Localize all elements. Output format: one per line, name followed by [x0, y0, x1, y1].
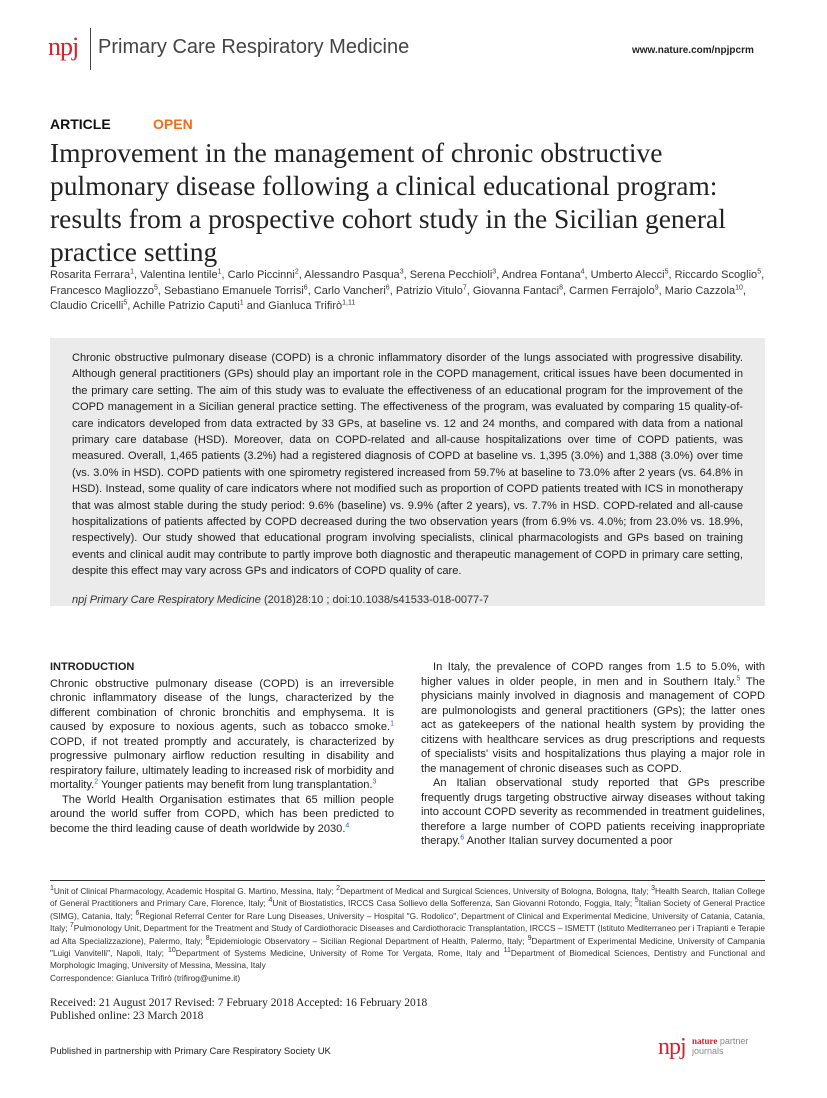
affiliation-number: 7: [69, 922, 74, 930]
correspondence: Correspondence: Gianluca Trifirò (trifirog@unime.it): [50, 972, 241, 983]
author-name: Carlo Vancheri: [313, 284, 386, 297]
affiliation-text: Regional Referral Center for Rare Lung Diseases, University – Hospital "G. Rodolico", Department of Clinical and Experimental Medicine, University of Catania, Catania, Italy;: [50, 910, 766, 934]
author-affiliation: 5: [664, 268, 669, 276]
author-affiliation: 5: [757, 268, 762, 276]
author-affiliation: 1: [130, 268, 134, 276]
npj-logo: npj: [48, 32, 79, 61]
affiliation-text: Italian Society of General Practice (SIMG), Catania, Italy;: [50, 898, 765, 921]
header-divider: [90, 28, 91, 70]
citation-doi[interactable]: (2018)28:10 ; doi:10.1038/s41533-018-0077-7: [260, 593, 490, 606]
abstract-box: [50, 338, 765, 606]
affiliation-number: 1: [50, 885, 54, 893]
published-online: Published online: 23 March 2018: [50, 1010, 204, 1022]
reference-link[interactable]: 5: [736, 674, 741, 682]
author-name: Claudio Cricelli: [50, 300, 124, 312]
author-name: Sebastiano Emanuele Torrisi: [163, 284, 304, 297]
affiliation-text: Department of Systems Medicine, University of Rome Tor Vergata, Rome, Italy and: [175, 948, 504, 959]
author-name: Mario Cazzola: [664, 284, 736, 297]
affiliation-text: Department of Experimental Medicine, University of Campania "Luigi Vanvitelli", Napoli, Italy;: [50, 935, 765, 959]
reference-link[interactable]: 2: [94, 778, 99, 786]
author-affiliation: 3: [492, 268, 497, 276]
affiliation-text: Unit of Biostatistics, IRCCS Casa Sollievo della Sofferenza, San Giovanni Rotondo, Foggia, Italy;: [272, 898, 635, 909]
affiliations: [50, 885, 765, 984]
affiliation-number: 11: [503, 947, 511, 955]
author-name: Patrizio Vitulo: [395, 284, 463, 297]
author-name: Riccardo Scoglio: [674, 269, 758, 281]
author-name: Valentina Ientile: [140, 269, 218, 281]
author-affiliation: 5: [153, 283, 158, 291]
author-name: Alessandro Pasqua: [304, 269, 400, 281]
author-affiliation: 3: [399, 268, 404, 276]
right-column: [421, 660, 765, 849]
article-title: Improvement in the management of chronic obstructive pulmonary disease following a clinical educational program: results from a prospective cohort study in the Sicilian general practice setting: [50, 137, 726, 267]
footnote-rule: [50, 880, 765, 881]
npj-footer-logo: npj: [658, 1034, 686, 1060]
author-joiner: and: [246, 300, 266, 312]
author-list: Rosarita Ferrara$^1$, Valentina Ientile$^1$, Carlo Piccinni$^2$, Alessandro Pasqua$^3$, Serena Pecchioli$^3$, Andrea Fontana$^4$, Umberto Alecci$^5$, Riccardo Scoglio$^5$, Francesco Magliozzo$^5$, Sebastiano Emanuele Torrisi$^6$, Carlo Vancheri$^6$, Patrizio Vitulo$^7$, Giovanna Fantaci$^8$, Carmen Ferrajolo$^9$, Mario Cazzola$^{10}$, Claudio Cricelli$^5$, Achille Patrizio Caputi$^1$ and Gianluca Trifirò$^{1,11}$: [50, 268, 765, 312]
author-affiliation: 6: [385, 283, 390, 291]
publication-dates: [50, 997, 427, 1023]
author-affiliation: 2: [294, 268, 299, 276]
author-name: Andrea Fontana: [501, 269, 581, 281]
author-affiliation: 5: [123, 299, 128, 307]
author-affiliation: 1: [239, 299, 244, 307]
reference-link[interactable]: 1: [390, 720, 394, 728]
received-revised-accepted: Received: 21 August 2017 Revised: 7 February 2018 Accepted: 16 February 2018: [50, 997, 428, 1009]
text-segment: The physicians mainly involved in diagnosis and management of COPD are pulmonologists and general practitioners (GPs); the latter ones act as gatekeepers of the national health system by providing the citizens with healthcare services as drug prescriptions and requests of specialists' visits and hospitalizations thus playing a major role in the management of chronic diseases such as COPD.: [421, 675, 765, 775]
paragraph: [50, 793, 394, 837]
affiliation-number: 5: [634, 897, 639, 905]
paragraph: [421, 660, 765, 776]
text-segment: Younger patients may benefit from lung transplantation.: [98, 779, 373, 791]
author-name: Giovanna Fantaci: [472, 284, 560, 297]
reference-link[interactable]: 6: [460, 834, 465, 842]
text-segment: An Italian observational study reported that GPs prescribe frequently drugs targeting obstructive airway diseases without taking into account COPD severity as recommended in treatment guidelines, therefore a large number of COPD patients receiving inappropriate therapy.: [421, 777, 765, 847]
text-segment: The World Health Organisation estimates that 65 million people around the world suffer from COPD, which has been predicted to become the third leading cause of death worldwide by 2030.: [50, 793, 394, 835]
affiliation-number: 6: [135, 910, 140, 918]
author-affiliation: 1: [217, 268, 222, 276]
affiliation-text: Department of Biomedical Sciences, Dentistry and Functional and Morphologic Imaging, University of Messina, Messina, Italy: [50, 948, 766, 971]
affiliation-number: 2: [336, 885, 341, 893]
author-affiliation: 8: [559, 283, 564, 291]
text-segment: In Italy, the prevalence of COPD ranges from 1.5 to 5.0%, with higher values in older people, in men and in Southern Italy.: [421, 661, 765, 688]
affiliation-number: 3: [651, 885, 656, 893]
section-heading-introduction: INTRODUCTION: [50, 661, 135, 673]
journal-url[interactable]: www.nature.com/npjpcrm: [632, 45, 754, 56]
author-affiliation: 6: [303, 283, 308, 291]
author-name: Rosarita Ferrara: [50, 269, 131, 281]
affiliation-text: Pulmonology Unit, Department for the Treatment and Study of Cardiothoracic Diseases and Cardiothoracic Transplantation, IRCCS – ISMETT (Istituto Mediterraneo per i Trapianti e Terapie ad Alta Specializzazione), Palermo, Italy;: [50, 923, 766, 946]
reference-link[interactable]: 3: [372, 778, 377, 786]
author-name: Serena Pecchioli: [409, 269, 493, 281]
author-affiliation: 7: [462, 283, 467, 291]
citation: [72, 594, 743, 606]
affiliation-number: 9: [527, 934, 532, 942]
author-affiliation: 10: [735, 283, 743, 291]
affiliation-number: 4: [268, 897, 273, 905]
abstract-text: Chronic obstructive pulmonary disease (COPD) is a chronic inflammatory disorder of the lungs associated with progressive disability. Although general practitioners (GPs) should play an important role in the COPD management, critical issues have been documented in the primary care setting. The aim of this study was to evaluate the effectiveness of an educational program for the improvement of the COPD management in a Sicilian general practice setting. The effectiveness of the program, was evaluated by comparing 15 quality-of-care indicators developed from data extracted by 33 GPs, at baseline vs. 12 and 24 months, and compared with data from a national primary care database (HSD). Moreover, data on COPD-related and all-cause hospitalizations over time of COPD patients, was measured. Overall, 1,465 patients (3.2%) had a registered diagnosis of COPD at baseline vs. 1,395 (3.0%) and 1,388 (3.0%) over time (vs. 3.0% in HSD). COPD patients with one spirometry registered increased from 59.7% at baseline to 73.0% after 2 years (vs. 64.8% in HSD). Instead, some quality of care indicators where not modified such as proportion of COPD patients treated with ICS in monotherapy that was almost stable during the study period: 9.6% (baseline) vs. 9.9% (after 2 years), vs. 7.7% in HSD. COPD-related and all-cause hospitalizations of patients affected by COPD decreased during the two observation years (from 6.9% vs. 4.0%; from 23.0% vs. 18.9%, respectively). Our study showed that educational program involving specialists, clinical pharmacologists and GPs based on training events and clinical audit may contribute to partly improve both diagnostic and therapeutic management of COPD in primary care setting, despite this effect may vary across GPs and indicators of COPD quality of care.: [72, 352, 743, 578]
author-affiliation: 4: [580, 268, 585, 276]
author-name: Carlo Piccinni: [227, 269, 295, 281]
affiliation-text: Department of Medical and Surgical Sciences, University of Bologna, Bologna, Italy;: [340, 886, 652, 896]
author-name: Francesco Magliozzo: [50, 284, 154, 297]
author-affiliation: 1,11: [342, 299, 356, 307]
text-segment: COPD, if not treated promptly and accurately, is characterized by progressive pulmonary airflow reduction resulting in disability and respiratory failure, ultimately leading to increased risk of morbidity and mortality.: [50, 735, 394, 791]
text-segment: Chronic obstructive pulmonary disease (COPD) is an irreversible chronic inflammatory disease of the lungs, characterized by the different combination of chronic bronchitis and emphysema. It is caused by exposure to noxious agents, such as tobacco smoke.: [50, 677, 394, 733]
article-type: ARTICLE: [50, 116, 111, 132]
left-column: [50, 660, 394, 836]
affiliation-text: Unit of Clinical Pharmacology, Academic Hospital G. Martino, Messina, Italy;: [53, 886, 337, 896]
text-segment: Another Italian survey documented a poor: [464, 835, 673, 847]
author-name: Gianluca Trifirò: [268, 300, 343, 312]
author-name: Umberto Alecci: [590, 269, 665, 281]
partnership-note: Published in partnership with Primary Care Respiratory Society UK: [50, 1046, 331, 1057]
reference-link[interactable]: 4: [345, 821, 350, 829]
author-name: Achille Patrizio Caputi: [132, 300, 240, 312]
affiliation-number: 8: [205, 934, 210, 942]
affiliation-number: 10: [168, 947, 176, 955]
journal-name: Primary Care Respiratory Medicine: [98, 36, 410, 58]
paragraph: [421, 776, 765, 849]
author-affiliation: 9: [654, 283, 659, 291]
nature-partner-journals-logo: nature partner journals: [692, 1036, 749, 1056]
citation-journal: npj Primary Care Respiratory Medicine: [72, 593, 261, 606]
author-name: Carmen Ferrajolo: [569, 284, 655, 297]
affiliation-text: Health Search, Italian College of General Practitioners and Primary Care, Florence, Italy;: [50, 886, 765, 909]
affiliation-text: Epidemiologic Observatory – Sicilian Regional Department of Health, Palermo, Italy;: [209, 935, 528, 946]
paragraph: [50, 677, 394, 793]
open-access-badge: OPEN: [153, 116, 193, 132]
